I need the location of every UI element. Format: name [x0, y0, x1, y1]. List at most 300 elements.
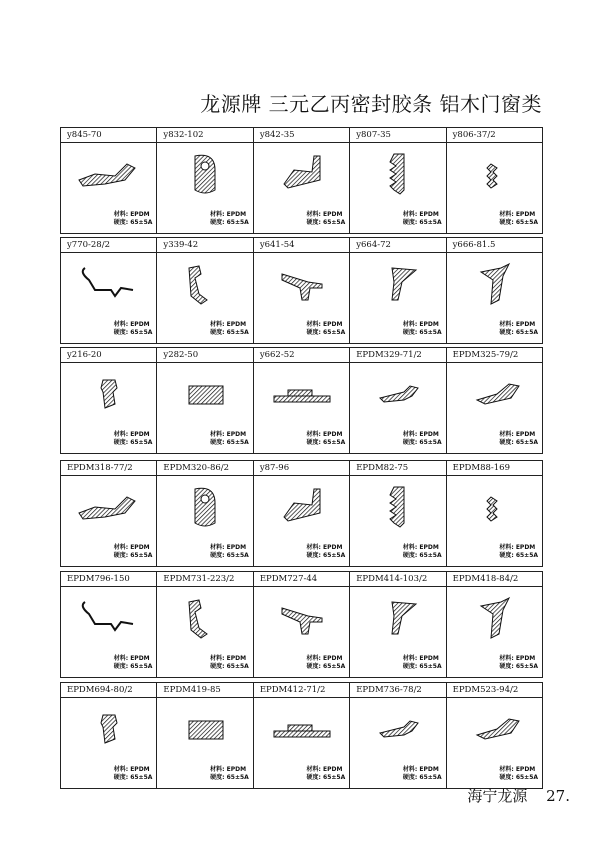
spec-block: [499, 766, 538, 782]
seal-profile-drawing: [364, 150, 432, 198]
material-value: EPDM: [130, 766, 150, 773]
material-value: EPDM: [226, 321, 247, 328]
material-label: 材料:: [113, 655, 129, 662]
material-label: 材料:: [306, 211, 321, 218]
hardness-value: 65±5A: [419, 774, 442, 781]
hardness-line: [403, 774, 442, 782]
hardness-value: 65±5A: [515, 439, 539, 446]
material-line: [403, 544, 442, 552]
product-code: y662-52: [254, 348, 349, 363]
hardness-label: 硬度:: [113, 329, 129, 336]
material-line: [114, 655, 153, 663]
material-label: 材料:: [306, 544, 321, 551]
hardness-value: 65±5A: [323, 663, 346, 670]
product-code: EPDM731-223/2: [157, 572, 252, 587]
material-line: [499, 321, 538, 329]
material-line: [499, 211, 538, 219]
material-value: EPDM: [130, 321, 150, 328]
product-cell: [254, 128, 350, 233]
product-cell: [447, 238, 542, 343]
material-value: EPDM: [515, 544, 536, 551]
material-line: [210, 321, 249, 329]
hardness-value: 65±5A: [323, 219, 346, 226]
material-label: 材料:: [402, 321, 418, 328]
product-code: EPDM736-78/2: [350, 683, 445, 698]
material-line: [210, 655, 249, 663]
material-value: EPDM: [130, 431, 150, 438]
hardness-line: [307, 219, 346, 227]
spec-block: [114, 211, 153, 227]
spec-block: [210, 211, 249, 227]
spec-block: [210, 431, 249, 447]
hardness-line: [499, 219, 538, 227]
material-label: 材料:: [210, 321, 225, 328]
catalog-row: [60, 237, 543, 344]
seal-profile-drawing: [171, 150, 239, 198]
seal-profile-drawing: [268, 483, 336, 531]
material-value: EPDM: [226, 431, 247, 438]
spec-block: [499, 321, 538, 337]
hardness-value: 65±5A: [419, 329, 442, 336]
material-line: [499, 655, 538, 663]
material-label: 材料:: [210, 544, 225, 551]
material-value: EPDM: [226, 766, 247, 773]
material-label: 材料:: [210, 766, 225, 773]
hardness-value: 65±5A: [323, 329, 346, 336]
spec-block: [210, 321, 249, 337]
material-value: EPDM: [515, 431, 536, 438]
product-cell: [350, 128, 446, 233]
hardness-line: [114, 774, 153, 782]
seal-profile-drawing: [461, 370, 529, 418]
material-value: EPDM: [323, 321, 343, 328]
product-code: y807-35: [350, 128, 445, 143]
hardness-line: [210, 329, 249, 337]
hardness-value: 65±5A: [419, 439, 442, 446]
seal-profile-drawing: [461, 150, 529, 198]
seal-profile-drawing: [75, 705, 143, 753]
hardness-line: [499, 439, 538, 447]
material-line: [114, 211, 153, 219]
product-cell: [447, 683, 542, 788]
hardness-line: [499, 552, 538, 560]
product-code: y806-37/2: [447, 128, 542, 143]
spec-block: [403, 321, 442, 337]
product-cell: [157, 348, 253, 453]
hardness-label: 硬度:: [210, 774, 225, 781]
product-code: EPDM329-71/2: [350, 348, 445, 363]
material-value: EPDM: [515, 766, 536, 773]
seal-profile-drawing: [75, 260, 143, 308]
material-value: EPDM: [323, 431, 343, 438]
material-value: EPDM: [323, 655, 343, 662]
material-value: EPDM: [323, 211, 343, 218]
material-line: [307, 766, 346, 774]
hardness-label: 硬度:: [499, 774, 514, 781]
material-line: [307, 211, 346, 219]
spec-block: [307, 321, 346, 337]
product-code: EPDM82-75: [350, 461, 445, 476]
seal-profile-drawing: [268, 594, 336, 642]
hardness-label: 硬度:: [402, 329, 418, 336]
product-code: y832-102: [157, 128, 252, 143]
catalog-row: [60, 347, 543, 454]
hardness-line: [307, 663, 346, 671]
product-code: y282-50: [157, 348, 252, 363]
hardness-line: [307, 552, 346, 560]
material-label: 材料:: [113, 766, 129, 773]
product-code: EPDM523-94/2: [447, 683, 542, 698]
hardness-line: [210, 439, 249, 447]
seal-profile-drawing: [364, 370, 432, 418]
hardness-line: [210, 774, 249, 782]
hardness-label: 硬度:: [113, 774, 129, 781]
product-code: EPDM320-86/2: [157, 461, 252, 476]
material-label: 材料:: [499, 655, 514, 662]
hardness-label: 硬度:: [499, 663, 514, 670]
material-label: 材料:: [499, 431, 514, 438]
material-value: EPDM: [130, 211, 150, 218]
hardness-label: 硬度:: [402, 774, 418, 781]
seal-profile-drawing: [171, 705, 239, 753]
material-line: [307, 655, 346, 663]
material-value: EPDM: [419, 655, 439, 662]
product-cell: [447, 572, 542, 677]
hardness-label: 硬度:: [306, 774, 321, 781]
material-label: 材料:: [402, 766, 418, 773]
spec-block: [403, 544, 442, 560]
hardness-label: 硬度:: [113, 663, 129, 670]
product-code: y87-96: [254, 461, 349, 476]
material-label: 材料:: [402, 431, 418, 438]
seal-profile-drawing: [75, 150, 143, 198]
catalog-row: [60, 682, 543, 789]
hardness-label: 硬度:: [499, 439, 514, 446]
material-label: 材料:: [210, 431, 225, 438]
hardness-label: 硬度:: [499, 329, 514, 336]
hardness-line: [499, 774, 538, 782]
material-line: [499, 544, 538, 552]
hardness-line: [307, 329, 346, 337]
product-cell: [447, 128, 542, 233]
seal-profile-drawing: [171, 483, 239, 531]
hardness-label: 硬度:: [402, 552, 418, 559]
hardness-line: [403, 439, 442, 447]
hardness-line: [210, 219, 249, 227]
hardness-label: 硬度:: [499, 552, 514, 559]
product-code: y664-72: [350, 238, 445, 253]
hardness-value: 65±5A: [130, 774, 153, 781]
product-code: EPDM694-80/2: [61, 683, 156, 698]
hardness-label: 硬度:: [402, 663, 418, 670]
material-value: EPDM: [323, 544, 343, 551]
hardness-value: 65±5A: [419, 552, 442, 559]
material-value: EPDM: [419, 544, 439, 551]
hardness-line: [403, 329, 442, 337]
seal-profile-drawing: [461, 705, 529, 753]
material-label: 材料:: [499, 321, 514, 328]
product-code: EPDM796-150: [61, 572, 156, 587]
seal-profile-drawing: [75, 483, 143, 531]
product-cell: [157, 128, 253, 233]
spec-block: [210, 766, 249, 782]
material-line: [114, 321, 153, 329]
spec-block: [307, 211, 346, 227]
product-cell: [254, 348, 350, 453]
company-name: 海宁龙源: [467, 787, 528, 805]
material-value: EPDM: [130, 544, 150, 551]
material-line: [499, 766, 538, 774]
hardness-line: [114, 663, 153, 671]
material-line: [210, 544, 249, 552]
hardness-value: 65±5A: [226, 663, 249, 670]
catalog-row: [60, 460, 543, 567]
material-label: 材料:: [402, 655, 418, 662]
material-label: 材料:: [402, 544, 418, 551]
seal-profile-drawing: [461, 260, 529, 308]
seal-profile-drawing: [268, 705, 336, 753]
hardness-value: 65±5A: [515, 774, 539, 781]
hardness-value: 65±5A: [323, 552, 346, 559]
product-cell: [157, 461, 253, 566]
material-label: 材料:: [113, 544, 129, 551]
product-cell: [254, 572, 350, 677]
spec-block: [307, 544, 346, 560]
hardness-value: 65±5A: [130, 439, 153, 446]
material-value: EPDM: [419, 766, 439, 773]
material-value: EPDM: [130, 655, 150, 662]
spec-block: [210, 655, 249, 671]
hardness-line: [307, 439, 346, 447]
hardness-line: [403, 663, 442, 671]
product-code: y845-70: [61, 128, 156, 143]
product-code: y842-35: [254, 128, 349, 143]
hardness-label: 硬度:: [210, 219, 225, 226]
material-line: [307, 544, 346, 552]
material-line: [403, 321, 442, 329]
hardness-line: [403, 552, 442, 560]
product-code: y666-81.5: [447, 238, 542, 253]
hardness-line: [210, 552, 249, 560]
material-label: 材料:: [402, 211, 418, 218]
hardness-label: 硬度:: [306, 552, 321, 559]
material-line: [403, 211, 442, 219]
seal-profile-drawing: [75, 370, 143, 418]
catalog-row: [60, 127, 543, 234]
material-label: 材料:: [113, 211, 129, 218]
product-cell: [61, 683, 157, 788]
spec-block: [499, 655, 538, 671]
material-label: 材料:: [306, 766, 321, 773]
product-code: EPDM418-84/2: [447, 572, 542, 587]
material-line: [403, 655, 442, 663]
material-label: 材料:: [113, 321, 129, 328]
product-code: EPDM412-71/2: [254, 683, 349, 698]
hardness-value: 65±5A: [130, 663, 153, 670]
material-value: EPDM: [226, 211, 247, 218]
seal-profile-drawing: [364, 594, 432, 642]
spec-block: [403, 211, 442, 227]
page-title: 龙源牌 三元乙丙密封胶条 铝木门窗类: [200, 92, 542, 116]
spec-block: [307, 431, 346, 447]
spec-block: [403, 655, 442, 671]
material-value: EPDM: [419, 431, 439, 438]
product-code: EPDM727-44: [254, 572, 349, 587]
seal-profile-drawing: [364, 705, 432, 753]
seal-profile-drawing: [171, 370, 239, 418]
hardness-value: 65±5A: [226, 439, 249, 446]
hardness-line: [210, 663, 249, 671]
product-code: EPDM88-169: [447, 461, 542, 476]
product-code: EPDM414-103/2: [350, 572, 445, 587]
hardness-value: 65±5A: [226, 219, 249, 226]
hardness-label: 硬度:: [306, 439, 321, 446]
material-line: [114, 431, 153, 439]
material-value: EPDM: [226, 544, 247, 551]
spec-block: [307, 766, 346, 782]
spec-block: [210, 544, 249, 560]
hardness-label: 硬度:: [402, 439, 418, 446]
material-label: 材料:: [306, 431, 321, 438]
material-value: EPDM: [515, 655, 536, 662]
hardness-line: [499, 663, 538, 671]
hardness-label: 硬度:: [210, 329, 225, 336]
material-label: 材料:: [306, 321, 321, 328]
material-label: 材料:: [113, 431, 129, 438]
product-cell: [157, 683, 253, 788]
seal-profile-drawing: [171, 594, 239, 642]
material-label: 材料:: [210, 655, 225, 662]
hardness-line: [114, 552, 153, 560]
material-label: 材料:: [306, 655, 321, 662]
material-label: 材料:: [499, 544, 514, 551]
hardness-label: 硬度:: [306, 663, 321, 670]
material-line: [403, 766, 442, 774]
hardness-label: 硬度:: [210, 552, 225, 559]
hardness-label: 硬度:: [210, 663, 225, 670]
material-value: EPDM: [515, 211, 536, 218]
spec-block: [403, 766, 442, 782]
material-value: EPDM: [323, 766, 343, 773]
hardness-label: 硬度:: [210, 439, 225, 446]
hardness-label: 硬度:: [113, 439, 129, 446]
hardness-line: [499, 329, 538, 337]
spec-block: [114, 766, 153, 782]
catalog-row: [60, 571, 543, 678]
page-footer: [453, 785, 570, 806]
product-code: EPDM419-85: [157, 683, 252, 698]
product-cell: [350, 683, 446, 788]
material-line: [210, 211, 249, 219]
seal-profile-drawing: [461, 483, 529, 531]
product-cell: [350, 572, 446, 677]
hardness-line: [403, 219, 442, 227]
hardness-label: 硬度:: [113, 552, 129, 559]
spec-block: [499, 544, 538, 560]
hardness-line: [114, 439, 153, 447]
hardness-value: 65±5A: [515, 663, 539, 670]
hardness-line: [114, 329, 153, 337]
seal-profile-drawing: [364, 260, 432, 308]
product-cell: [350, 238, 446, 343]
material-value: EPDM: [419, 321, 439, 328]
product-cell: [61, 572, 157, 677]
seal-profile-drawing: [364, 483, 432, 531]
material-line: [210, 431, 249, 439]
seal-profile-drawing: [75, 594, 143, 642]
seal-profile-drawing: [268, 370, 336, 418]
product-code: EPDM325-79/2: [447, 348, 542, 363]
product-cell: [157, 572, 253, 677]
spec-block: [499, 211, 538, 227]
material-line: [210, 766, 249, 774]
seal-profile-drawing: [268, 150, 336, 198]
spec-block: [307, 655, 346, 671]
material-label: 材料:: [499, 766, 514, 773]
product-cell: [157, 238, 253, 343]
material-value: EPDM: [515, 321, 536, 328]
spec-block: [114, 321, 153, 337]
hardness-label: 硬度:: [402, 219, 418, 226]
hardness-label: 硬度:: [499, 219, 514, 226]
seal-profile-drawing: [268, 260, 336, 308]
product-cell: [61, 461, 157, 566]
spec-block: [403, 431, 442, 447]
material-value: EPDM: [419, 211, 439, 218]
hardness-value: 65±5A: [323, 774, 346, 781]
hardness-value: 65±5A: [515, 219, 539, 226]
hardness-value: 65±5A: [419, 219, 442, 226]
hardness-line: [307, 774, 346, 782]
hardness-value: 65±5A: [323, 439, 346, 446]
material-label: 材料:: [499, 211, 514, 218]
material-label: 材料:: [210, 211, 225, 218]
product-code: y339-42: [157, 238, 252, 253]
product-code: y770-28/2: [61, 238, 156, 253]
spec-block: [499, 431, 538, 447]
hardness-value: 65±5A: [226, 774, 249, 781]
hardness-label: 硬度:: [113, 219, 129, 226]
material-line: [307, 321, 346, 329]
hardness-value: 65±5A: [130, 219, 153, 226]
product-cell: [61, 238, 157, 343]
product-cell: [61, 128, 157, 233]
hardness-label: 硬度:: [306, 329, 321, 336]
hardness-value: 65±5A: [515, 552, 539, 559]
seal-profile-drawing: [171, 260, 239, 308]
product-code: y641-54: [254, 238, 349, 253]
material-line: [114, 766, 153, 774]
hardness-value: 65±5A: [130, 329, 153, 336]
material-value: EPDM: [226, 655, 247, 662]
product-cell: [254, 238, 350, 343]
material-line: [114, 544, 153, 552]
material-line: [307, 431, 346, 439]
spec-block: [114, 655, 153, 671]
product-cell: [254, 461, 350, 566]
hardness-value: 65±5A: [130, 552, 153, 559]
seal-profile-drawing: [461, 594, 529, 642]
hardness-value: 65±5A: [419, 663, 442, 670]
page-number: 27.: [546, 787, 570, 805]
material-line: [499, 431, 538, 439]
product-code: EPDM318-77/2: [61, 461, 156, 476]
hardness-value: 65±5A: [515, 329, 539, 336]
hardness-line: [114, 219, 153, 227]
product-cell: [254, 683, 350, 788]
material-line: [403, 431, 442, 439]
product-cell: [350, 348, 446, 453]
